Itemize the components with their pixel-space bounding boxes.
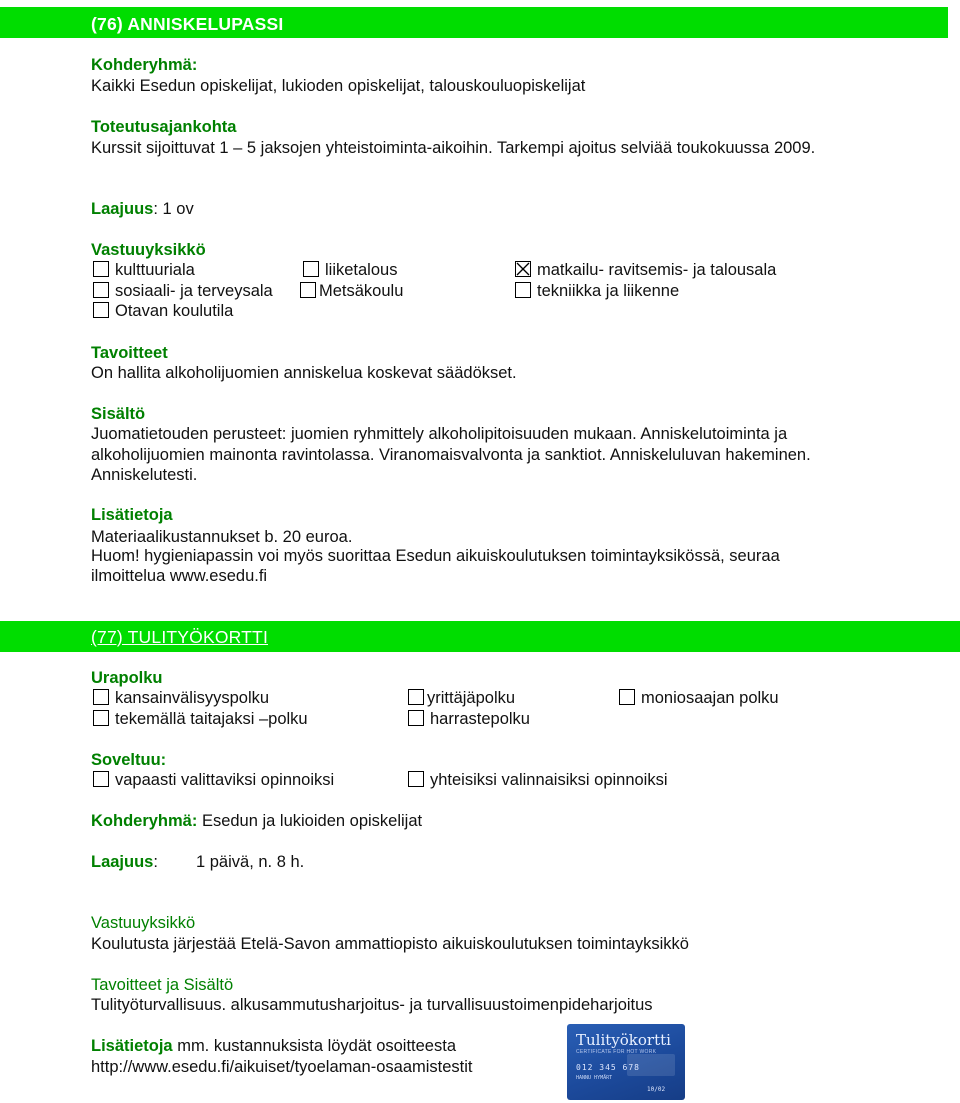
responsible-unit-text: Koulutusta järjestää Etelä-Savon ammattiopisto aikuiskoulutuksen toimintayksikkö [91,935,689,953]
checkbox[interactable] [303,261,319,277]
unit-option-label: Otavan koulutila [115,302,234,320]
hot-work-card-image [567,1024,685,1100]
scope-value: : 1 ov [153,200,194,218]
career-path-option[interactable] [93,688,269,708]
info-text-line: Huom! hygieniapassin voi myös suorittaa Esedun aikuiskoulutuksen toimintayksikössä, seuraa [91,547,780,565]
career-path-option-label: moniosaajan polku [641,689,779,707]
unit-option[interactable] [300,281,403,301]
career-path-option-label: yrittäjäpolku [427,689,516,707]
scope-label: Laajuus [91,200,154,218]
checkbox[interactable] [300,282,316,298]
scope-value: 1 päivä, n. 8 h. [196,853,305,871]
checkbox[interactable] [93,261,109,277]
career-path-option[interactable] [408,709,530,729]
responsible-unit-label: Vastuuyksikkö [91,914,196,932]
checkbox[interactable] [93,771,109,787]
career-path-option-label: kansainvälisyyspolku [115,689,270,707]
unit-option[interactable] [515,260,776,280]
timing-text: Kurssit sijoittuvat 1 – 5 jaksojen yhteistoiminta-aikoihin. Tarkempi ajoitus selviää toukokuussa 2009. [91,139,816,157]
unit-option[interactable] [93,301,233,321]
info-label: Lisätietoja [91,506,173,524]
goals-content-text: Tulityöturvallisuus. alkusammutusharjoitus- ja turvallisuustoimenpideharjoitus [91,996,653,1014]
card-holder-name: HANNU HYMÄRT [576,1075,613,1081]
section-title: (76) ANNISKELUPASSI [91,14,284,34]
scope-line [91,199,194,219]
info-text-line: ilmoittelua www.esedu.fi [91,567,268,585]
goals-text: On hallita alkoholijuomien anniskelua koskevat säädökset. [91,364,517,382]
section-title: (77) TULITYÖKORTTI [91,627,269,647]
unit-option-label: matkailu- ravitsemis- ja talousala [537,261,777,279]
suits-option-label: yhteisiksi valinnaisiksi opinnoiksi [430,771,668,789]
info-line [91,1036,456,1056]
scope-colon: : [153,853,158,871]
card-subtitle: CERTIFICATE FOR HOT WORK [576,1049,657,1055]
checkbox[interactable] [515,282,531,298]
checkbox[interactable] [408,771,424,787]
info-text: mm. kustannuksista löydät osoitteesta [172,1037,456,1055]
target-group-label: Kohderyhmä: [91,56,198,74]
scope-line [91,852,158,872]
info-text-line: Materiaalikustannukset b. 20 euroa. [91,528,353,546]
goals-content-label: Tavoitteet ja Sisältö [91,976,234,994]
suits-option[interactable] [93,770,334,790]
checkbox[interactable] [619,689,635,705]
content-text-line: Juomatietouden perusteet: juomien ryhmittely alkoholipitoisuuden mukaan. Anniskelutoiminta ja [91,425,788,443]
career-path-option[interactable] [619,688,779,708]
unit-option[interactable] [515,281,679,301]
checkbox-checked[interactable] [515,261,531,277]
content-label: Sisältö [91,405,146,423]
target-group-text: Kaikki Esedun opiskelijat, lukioden opiskelijat, talouskouluopiskelijat [91,77,586,95]
goals-label: Tavoitteet [91,344,168,362]
target-group-text: Esedun ja lukioiden opiskelijat [201,812,423,830]
checkmark-x-icon [516,262,532,278]
suits-label: Soveltuu: [91,751,167,769]
unit-option[interactable] [93,260,195,280]
suits-option[interactable] [408,770,668,790]
card-date: 10/02 [647,1086,666,1093]
checkbox[interactable] [93,710,109,726]
career-path-option-label: tekemällä taitajaksi –polku [115,710,308,728]
target-group-label: Kohderyhmä: [91,812,198,830]
card-title: Tulityökortti [576,1031,671,1049]
career-path-option-label: harrastepolku [430,710,530,728]
card-number: 012 345 678 [576,1063,640,1072]
content-text-line: Anniskelutesti. [91,466,198,484]
unit-option-label: tekniikka ja liikenne [537,282,680,300]
unit-option[interactable] [93,281,273,301]
career-path-label: Urapolku [91,669,163,687]
unit-option-label: liiketalous [325,261,398,279]
career-path-option[interactable] [93,709,308,729]
unit-option-label: sosiaali- ja terveysala [115,282,273,300]
scope-label: Laajuus [91,853,154,871]
content-text-line: alkoholijuomien mainonta ravintolassa. Viranomaisvalvonta ja sanktiot. Anniskeluluvan hakeminen. [91,446,811,464]
unit-option-label: Metsäkoulu [319,282,404,300]
unit-option-label: kulttuuriala [115,261,195,279]
target-group-line [91,811,422,831]
unit-option[interactable] [303,260,397,280]
timing-label: Toteutusajankohta [91,118,237,136]
info-url-link[interactable]: http://www.esedu.fi/aikuiset/tyoelaman-osaamistestit [91,1058,473,1076]
responsible-unit-label: Vastuuyksikkö [91,241,206,259]
checkbox[interactable] [93,302,109,318]
checkbox[interactable] [93,689,109,705]
checkbox[interactable] [408,710,424,726]
career-path-option[interactable] [408,688,515,708]
checkbox[interactable] [93,282,109,298]
checkbox[interactable] [408,689,424,705]
info-label: Lisätietoja [91,1037,173,1055]
suits-option-label: vapaasti valittaviksi opinnoiksi [115,771,335,789]
